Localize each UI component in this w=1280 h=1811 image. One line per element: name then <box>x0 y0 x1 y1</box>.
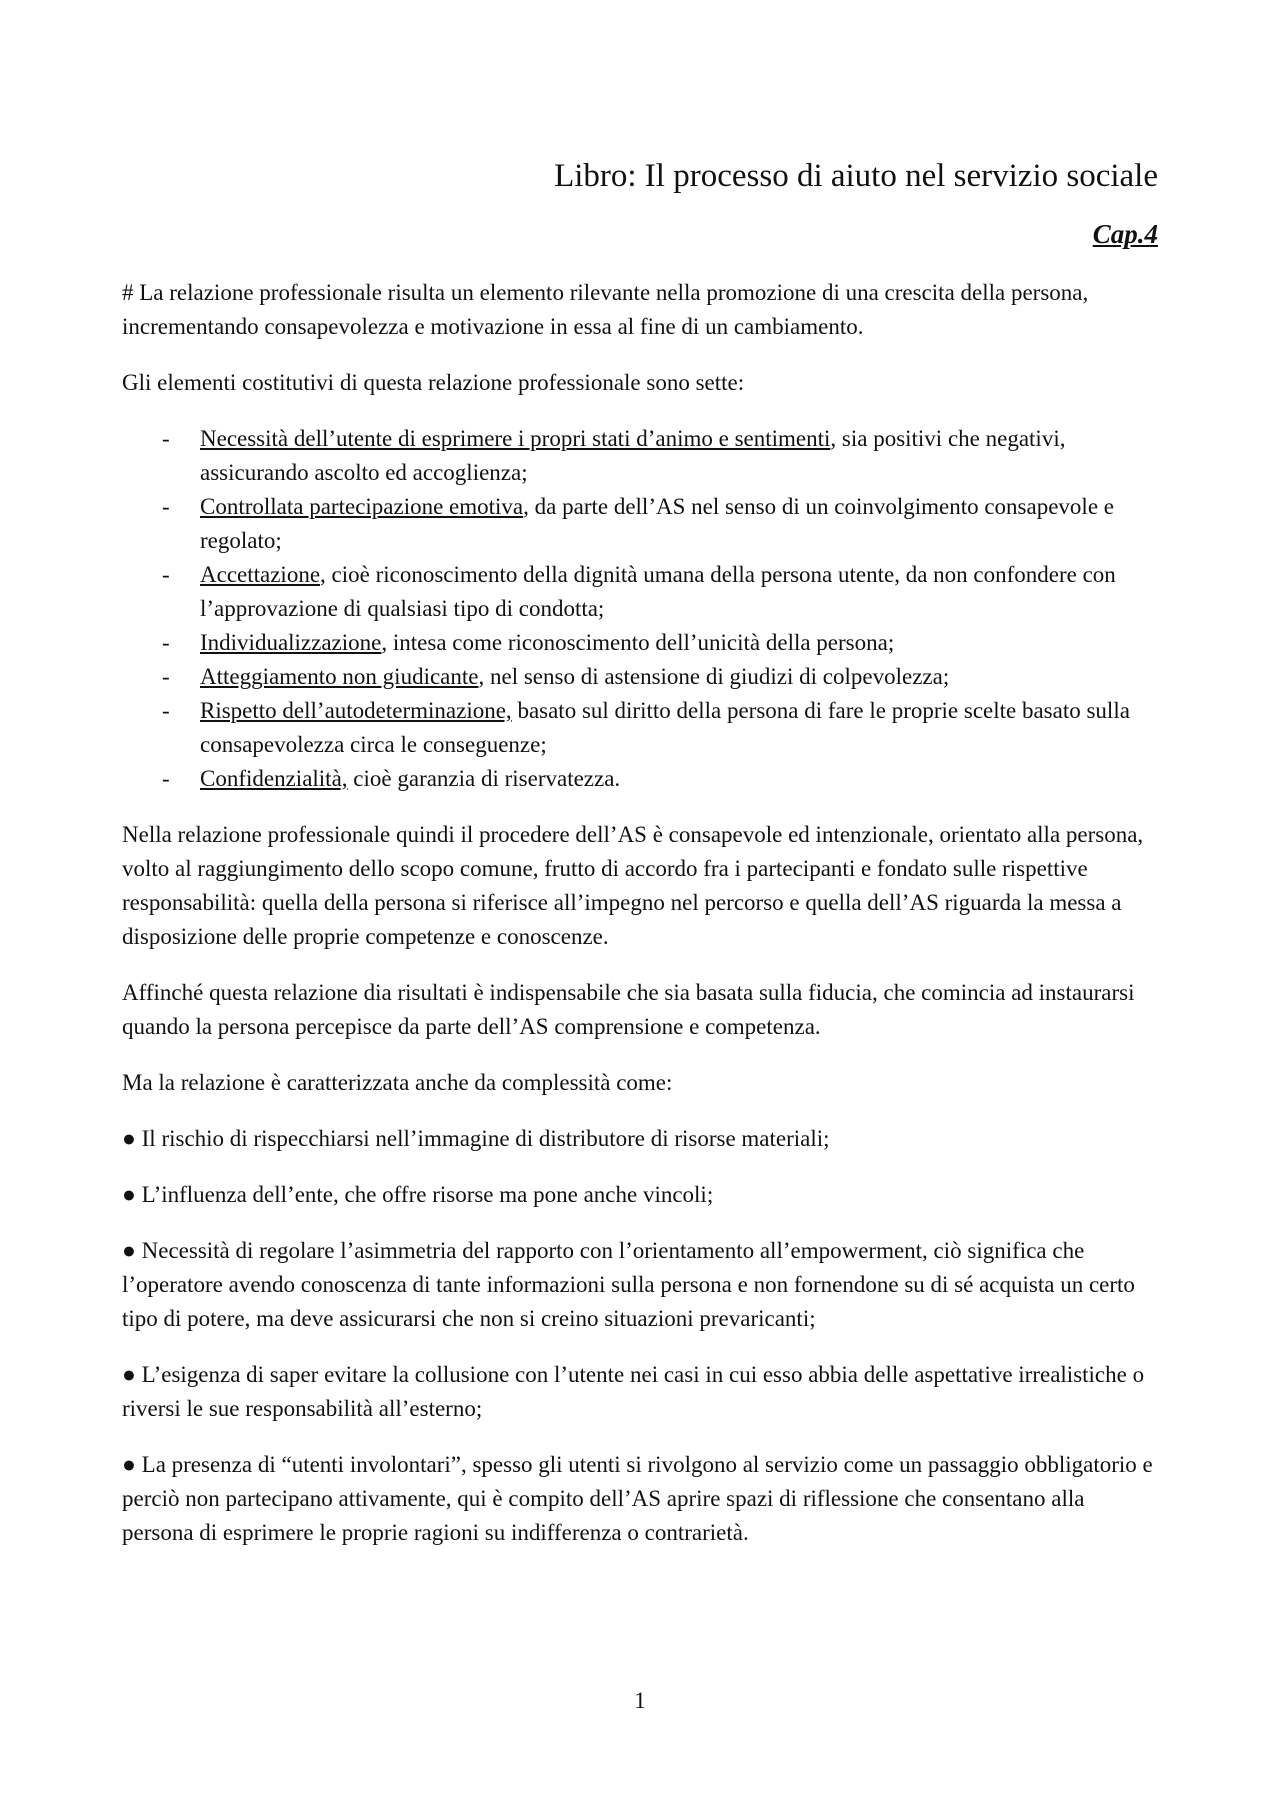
page-number: 1 <box>634 1688 646 1713</box>
complexity-item: ● Necessità di regolare l’asimmetria del rapporto con l’orientamento all’empowerment, ciò significa che l’operatore avendo conoscenza di tante informazioni sulla persona e non fornendone su di sé acquista un certo tipo di potere, ma deve assicurarsi che non si creino situazioni prevaricanti; <box>122 1238 1135 1331</box>
intro-paragraph: # La relazione professionale risulta un elemento rilevante nella promozione di una crescita della persona, incrementando consapevolezza e motivazione in essa al fine di un cambiamento. <box>122 280 1089 339</box>
list-item-term: Atteggiamento non giudicante <box>200 664 479 689</box>
complexity-item: ● L’influenza dell’ente, che offre risorse ma pone anche vincoli; <box>122 1182 714 1207</box>
list-item-text: basato sul diritto della persona di fare le proprie scelte basato sulla consapevolezza circa le conseguenze; <box>200 698 1130 757</box>
list-item <box>122 660 1158 694</box>
elements-list <box>122 422 1158 796</box>
trust-paragraph: Affinché questa relazione dia risultati è indispensabile che sia basata sulla fiducia, che comincia ad instaurarsi quando la persona percepisce da parte dell’AS comprensione e competenza. <box>122 980 1135 1039</box>
list-item-text: , intesa come riconoscimento dell’unicità della persona; <box>381 630 895 655</box>
list-item-text: , cioè riconoscimento della dignità umana della persona utente, da non confondere con l’approvazione di qualsiasi tipo di condotta; <box>200 562 1116 621</box>
complexity-item: ● La presenza di “utenti involontari”, spesso gli utenti si rivolgono al servizio come un passaggio obbligatorio e perciò non partecipano attivamente, qui è compito dell’AS aprire spazi di riflessione che consentano alla persona di esprimere le proprie ragioni su indifferenza o contrarietà. <box>122 1452 1153 1545</box>
complexity-lead: Ma la relazione è caratterizzata anche da complessità come: <box>122 1070 673 1095</box>
list-dash: - <box>162 494 170 519</box>
list-item-term: Accettazione <box>200 562 321 587</box>
chapter-label: Cap.4 <box>1092 219 1158 249</box>
list-item-term: Individualizzazione <box>200 630 382 655</box>
list-dash: - <box>162 426 170 451</box>
list-dash: - <box>162 664 170 689</box>
list-item <box>122 422 1158 490</box>
list-dash: - <box>162 630 170 655</box>
list-item-text: , sia positivi che negativi, assicurando ascolto ed accoglienza; <box>200 426 1066 485</box>
list-item <box>122 626 1158 660</box>
list-item <box>122 558 1158 626</box>
list-dash: - <box>162 562 170 587</box>
complexity-item: ● Il rischio di rispecchiarsi nell’immagine di distributore di risorse materiali; <box>122 1126 830 1151</box>
list-item-term: Confidenzialità, <box>200 766 348 791</box>
relation-paragraph: Nella relazione professionale quindi il procedere dell’AS è consapevole ed intenzionale, orientato alla persona, volto al raggiungimento dello scopo comune, frutto di accordo fra i partecipanti e fondato sulle rispettive responsabilità: quella della persona si riferisce all’impegno nel percorso e quella dell’AS riguarda la messa a disposizione delle proprie competenze e conoscenze. <box>122 822 1144 949</box>
list-item-term: Controllata partecipazione emotiva <box>200 494 524 519</box>
list-item-term: Necessità dell’utente di esprimere i propri stati d’animo e sentimenti <box>200 426 831 451</box>
list-item-term: Rispetto dell’autodeterminazione, <box>200 698 512 723</box>
list-item <box>122 490 1158 558</box>
page-content <box>122 150 1158 1550</box>
list-item-text: cioè garanzia di riservatezza. <box>347 766 621 791</box>
elements-lead: Gli elementi costitutivi di questa relazione professionale sono sette: <box>122 370 745 395</box>
list-dash: - <box>162 698 170 723</box>
list-item <box>122 694 1158 762</box>
list-item-text: , nel senso di astensione di giudizi di colpevolezza; <box>478 664 950 689</box>
complexity-item: ● L’esigenza di saper evitare la collusione con l’utente nei casi in cui esso abbia delle aspettative irrealistiche o riversi le sue responsabilità all’esterno; <box>122 1362 1145 1421</box>
list-item <box>122 762 1158 796</box>
book-title: Libro: Il processo di aiuto nel servizio sociale <box>554 158 1158 194</box>
list-dash: - <box>162 766 170 791</box>
list-item-text: , da parte dell’AS nel senso di un coinvolgimento consapevole e regolato; <box>200 494 1114 553</box>
